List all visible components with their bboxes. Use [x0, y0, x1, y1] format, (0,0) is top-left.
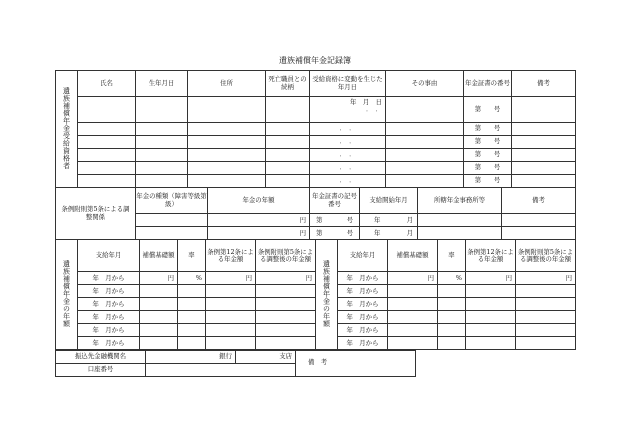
record-sheet — [55, 70, 575, 377]
beneficiary-table — [55, 70, 576, 188]
cert-symbol-cell: 第 号 — [310, 214, 360, 227]
header-adjusted-amount: 条例附則第5条による調整後の年金額 — [516, 240, 576, 272]
start-month-cell: 年 月 — [360, 214, 418, 227]
bank-remarks: 備 考 — [296, 350, 416, 376]
annual-amount-table — [55, 239, 576, 350]
annual-side-label-right: 遺族補償年金の年額 — [316, 240, 338, 350]
annual-row: 年 月から 円 % 円 円 年 月から 円 % 円 円 — [56, 272, 576, 285]
header-base-amount: 補償基礎額 — [388, 240, 438, 272]
annual-row: 年 月から 年 月から — [56, 298, 576, 311]
change-date-cell: 年 月 日 ． ． — [310, 97, 386, 123]
amount-yen: 円 — [208, 214, 310, 227]
account-number-value — [146, 363, 296, 376]
account-number-label: 口座番号 — [56, 363, 146, 376]
change-date-cell: ． ． — [310, 136, 386, 149]
amount-yen: 円 — [208, 227, 310, 240]
beneficiary-row — [56, 149, 576, 162]
change-date-cell: ． ． — [310, 162, 386, 175]
beneficiary-side-label: 遺族補償年金受給資格者 — [56, 71, 78, 188]
annual-row: 年 月から 年 月から — [56, 324, 576, 337]
header-rate: 率 — [438, 240, 466, 272]
header-rate: 率 — [178, 240, 206, 272]
page-title: 遺族補償年金記録簿 — [279, 56, 351, 65]
header-name: 氏名 — [78, 71, 136, 97]
header-pay-month: 支給年月 — [78, 240, 140, 272]
cert-number-cell: 第 号 — [464, 123, 512, 136]
beneficiary-row — [56, 136, 576, 149]
annual-row: 年 月から 年 月から — [56, 285, 576, 298]
change-date-cell: ． ． — [310, 149, 386, 162]
change-date-cell: ． ． — [310, 123, 386, 136]
header-pension-kind: 年金の種類（障害等級第 級） — [136, 188, 208, 214]
header-change-date: 受給資格に変動を生じた年月日 — [310, 71, 386, 97]
header-pension-amount: 年金の年額 — [208, 188, 310, 214]
bank-table — [55, 350, 416, 377]
header-art12-amount: 条例第12条による年金額 — [466, 240, 516, 272]
header-dob: 生年月日 — [136, 71, 188, 97]
bank-cell: 銀行 — [146, 350, 236, 363]
header-cert-symbol: 年金証書の記号番号 — [310, 188, 360, 214]
header-pay-month: 支給年月 — [338, 240, 388, 272]
header-address: 住所 — [188, 71, 266, 97]
beneficiary-row — [56, 175, 576, 188]
header-art12-amount: 条例第12条による年金額 — [206, 240, 256, 272]
annual-row: 年 月から 年 月から — [56, 311, 576, 324]
header-adjust-remarks: 備考 — [502, 188, 576, 214]
header-remarks: 備考 — [512, 71, 576, 97]
cert-symbol-cell: 第 号 — [310, 227, 360, 240]
start-month-cell: 年 月 — [360, 227, 418, 240]
adjustment-table — [55, 187, 576, 240]
cert-number-cell: 第 号 — [464, 162, 512, 175]
header-base-amount: 補償基礎額 — [140, 240, 178, 272]
beneficiary-row — [56, 97, 576, 123]
annual-side-label-left: 遺族補償年金の年額 — [56, 240, 78, 350]
cert-number-cell: 第 号 — [464, 97, 512, 123]
header-cert-no: 年金証書の番号 — [464, 71, 512, 97]
bank-name-label: 振込先金融機関名 — [56, 350, 146, 363]
branch-cell: 支店 — [236, 350, 296, 363]
beneficiary-row — [56, 162, 576, 175]
adjustment-label: 条例附則第5条による調整関係 — [56, 188, 136, 240]
cert-number-cell: 第 号 — [464, 149, 512, 162]
header-pension-office: 所轄年金事務所等 — [418, 188, 502, 214]
beneficiary-row — [56, 123, 576, 136]
change-date-cell: ． ． — [310, 175, 386, 188]
header-relation: 死亡職員との続柄 — [266, 71, 310, 97]
cert-number-cell: 第 号 — [464, 175, 512, 188]
header-start-month: 支給開始年月 — [360, 188, 418, 214]
header-adjusted-amount: 条例附則第5条による調整後の年金額 — [256, 240, 316, 272]
cert-number-cell: 第 号 — [464, 136, 512, 149]
header-reason: その事由 — [386, 71, 464, 97]
annual-row: 年 月から 年 月から — [56, 337, 576, 350]
